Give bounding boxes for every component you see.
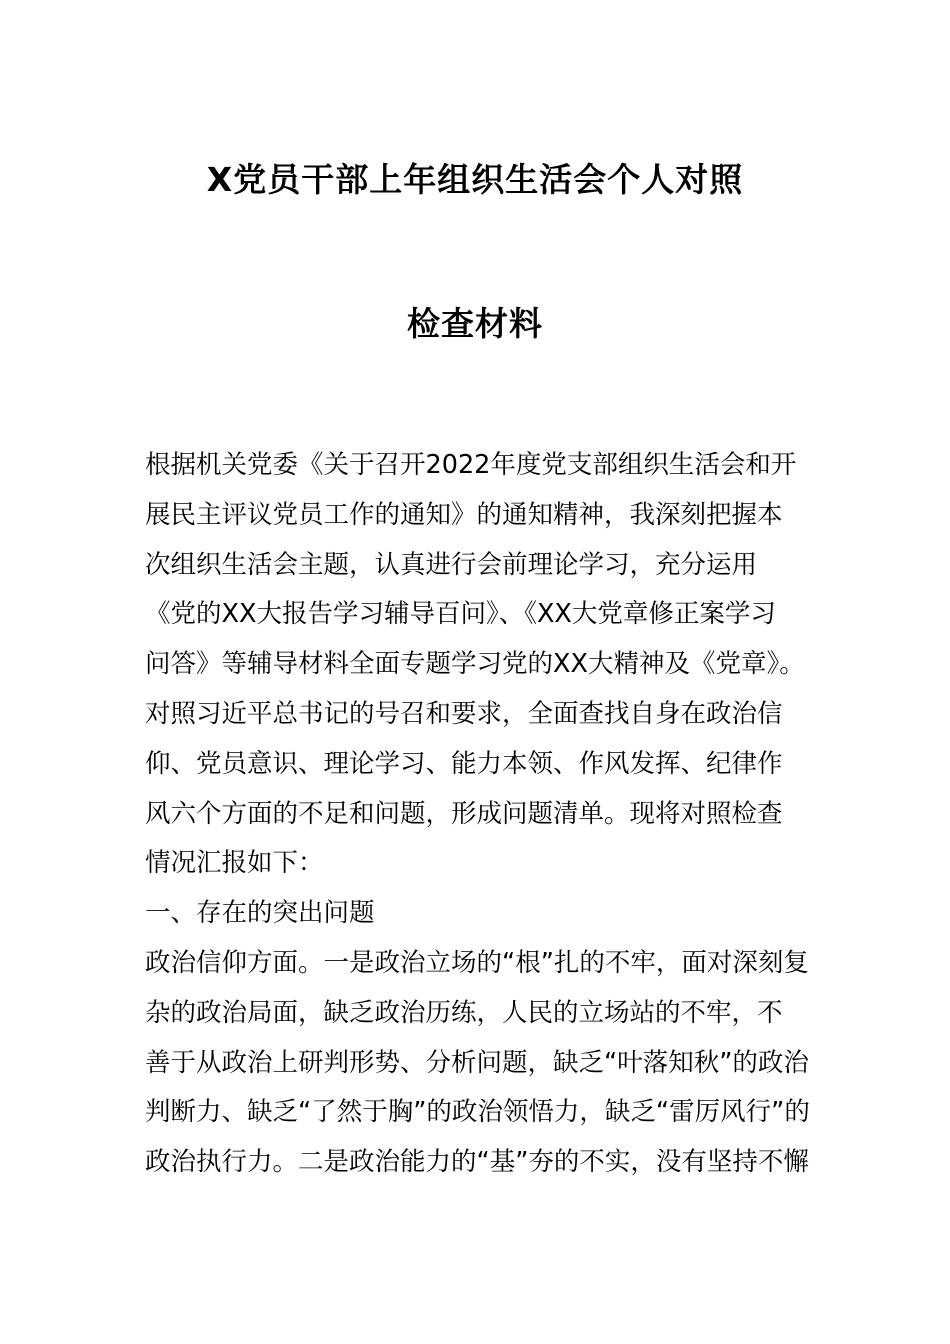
body-line: 政治信仰方面。一是政治立场的“根”扎的不牢，面对深刻复 [145,947,809,978]
body-line: 问答》等辅导材料全面专题学习党的XX大精神及《党章》。 [145,649,805,680]
section-heading: 一、存在的突出问题 [145,898,375,929]
body-line: 《党的XX大报告学习辅导百问》、《XX大党章修正案学习 [145,599,776,630]
body-line: 风六个方面的不足和问题，形成问题清单。现将对照检查 [145,798,783,829]
body-line: 杂的政治局面，缺乏政治历练，人民的立场站的不牢，不 [145,997,783,1028]
body-line: 对照习近平总书记的号召和要求，全面查找自身在政治信 [145,698,783,729]
body-line: 次组织生活会主题，认真进行会前理论学习，充分运用 [145,549,758,580]
body-line: 善于从政治上研判形势、分析问题，缺乏“叶落知秋”的政治 [145,1047,809,1078]
body-line: 政治执行力。二是政治能力的“基”夯的不实，没有坚持不懈 [145,1147,809,1178]
document-body [145,441,825,1188]
document-title-line-2: 检查材料 [407,304,543,343]
body-line: 情况汇报如下： [145,848,324,879]
body-line: 根据机关党委《关于召开2022年度党支部组织生活会和开 [145,450,797,480]
document-title-line-1: X党员干部上年组织生活会个人对照 [206,160,744,199]
body-line: 仰、党员意识、理论学习、能力本领、作风发挥、纪律作 [145,748,783,779]
body-line: 展民主评议党员工作的通知》的通知精神，我深刻把握本 [145,499,783,530]
body-line: 判断力、缺乏“了然于胸”的政治领悟力，缺乏“雷厉风行”的 [145,1097,810,1128]
